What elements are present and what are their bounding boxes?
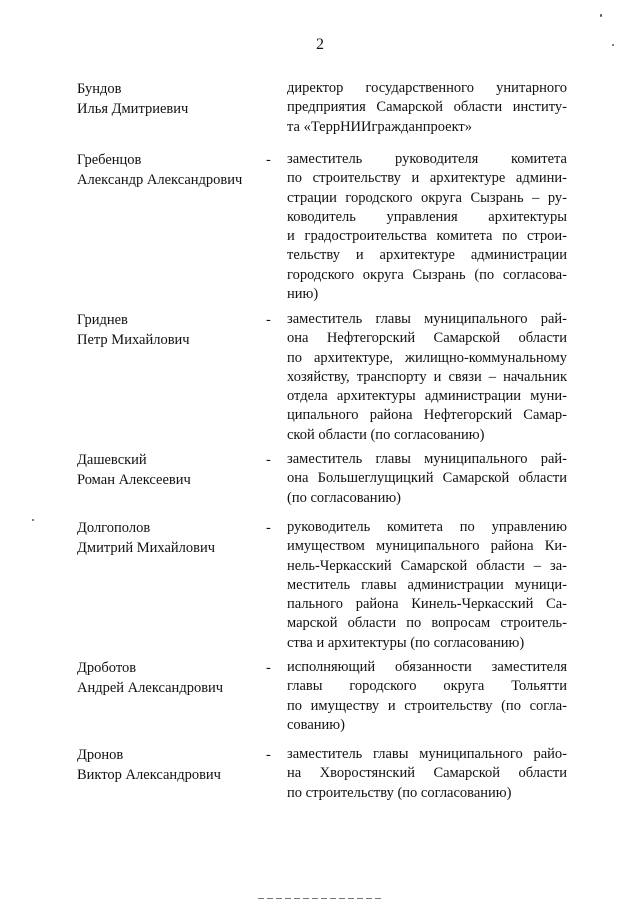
description-line: главы городского округа Тольятти [287,678,567,695]
description-line: и градостроительства комитета по строи- [287,228,567,245]
description-line: исполняющий обязанности заместителя [287,659,567,675]
description-line: на Хворостянский Самарской области [287,765,567,782]
description-line: заместитель главы муниципального райо- [287,746,567,762]
description-line: ководитель управления архитектуры [287,208,567,225]
description-line: городского округа Сызрань (по согласова- [287,266,567,283]
surname: Бундов [77,81,122,97]
description-line: сованию) [287,716,345,733]
description-line: по архитектуре, жилищно-коммунальному [287,349,567,366]
description-line: директор государственного унитарного [287,80,567,96]
description-line: тельству и архитектуре администрации [287,247,567,264]
scan-edge-line [258,898,383,899]
description-line: меститель главы администрации муници- [287,576,567,593]
given-name: Илья Дмитриевич [77,101,189,117]
person-name [77,658,267,698]
position-description [287,450,567,508]
given-name: Дмитрий Михайлович [77,540,216,556]
description-line: имуществом муниципального района Ки- [287,538,567,555]
person-name [77,518,267,558]
surname: Дронов [77,747,124,763]
description-line: та «ТеррНИИгражданпроект» [287,118,473,135]
description-line: по строительству и архитектуре админи- [287,170,567,187]
given-name: Александр Александрович [77,172,243,188]
description-line: ской области (по согласованию) [287,426,485,443]
position-description [287,518,567,653]
description-line: заместитель руководителя комитета [287,151,567,167]
description-line: пального района Кинель-Черкасский Са- [287,596,567,613]
description-line: руководитель комитета по управлению [287,519,567,535]
description-line: по строительству (по согласованию) [287,784,512,801]
position-description [287,310,567,445]
description-line: марской области по вопросам строитель- [287,615,567,632]
given-name: Андрей Александрович [77,680,224,696]
description-line: она Большеглущицкий Самарской области [287,470,567,487]
surname: Дроботов [77,660,137,676]
description-line: предприятия Самарской области институ- [287,99,567,116]
surname: Дашевский [77,452,147,468]
page-number: 2 [316,36,324,53]
description-line: нию) [287,286,319,303]
description-line: нель-Черкасский Самарской области – за- [287,557,567,574]
person-name [77,310,267,350]
surname: Гребенцов [77,152,142,168]
description-line: отдела архитектуры администрации муни- [287,388,567,405]
position-description [287,745,567,803]
scan-speck [32,519,34,521]
scan-speck [600,14,602,17]
description-line: хозяйству, транспорту и связи – начальник [287,368,567,385]
description-line: она Нефтегорский Самарской области [287,330,567,347]
dash-separator: - [266,312,271,328]
position-description [287,658,567,735]
position-description [287,79,567,137]
scan-speck [612,44,614,46]
person-name [77,79,267,119]
given-name: Виктор Александрович [77,767,221,783]
surname: Гриднев [77,312,128,328]
dash-separator: - [266,452,271,468]
person-name [77,150,267,190]
surname: Долгополов [77,520,151,536]
dash-separator: - [266,747,271,763]
dash-separator: - [266,152,271,168]
description-line: ципального района Нефтегорский Самар- [287,407,567,424]
given-name: Петр Михайлович [77,332,190,348]
person-name [77,450,267,490]
description-line: страции городского округа Сызрань – ру- [287,189,567,206]
description-line: заместитель главы муниципального рай- [287,311,567,327]
description-line: заместитель главы муниципального рай- [287,451,567,467]
person-name [77,745,267,785]
dash-separator: - [266,520,271,536]
description-line: ства и архитектуры (по согласованию) [287,634,525,651]
position-description [287,150,567,304]
description-line: по имуществу и строительству (по согла- [287,697,567,714]
dash-separator: - [266,660,271,676]
description-line: (по согласованию) [287,489,401,506]
given-name: Роман Алексеевич [77,472,191,488]
